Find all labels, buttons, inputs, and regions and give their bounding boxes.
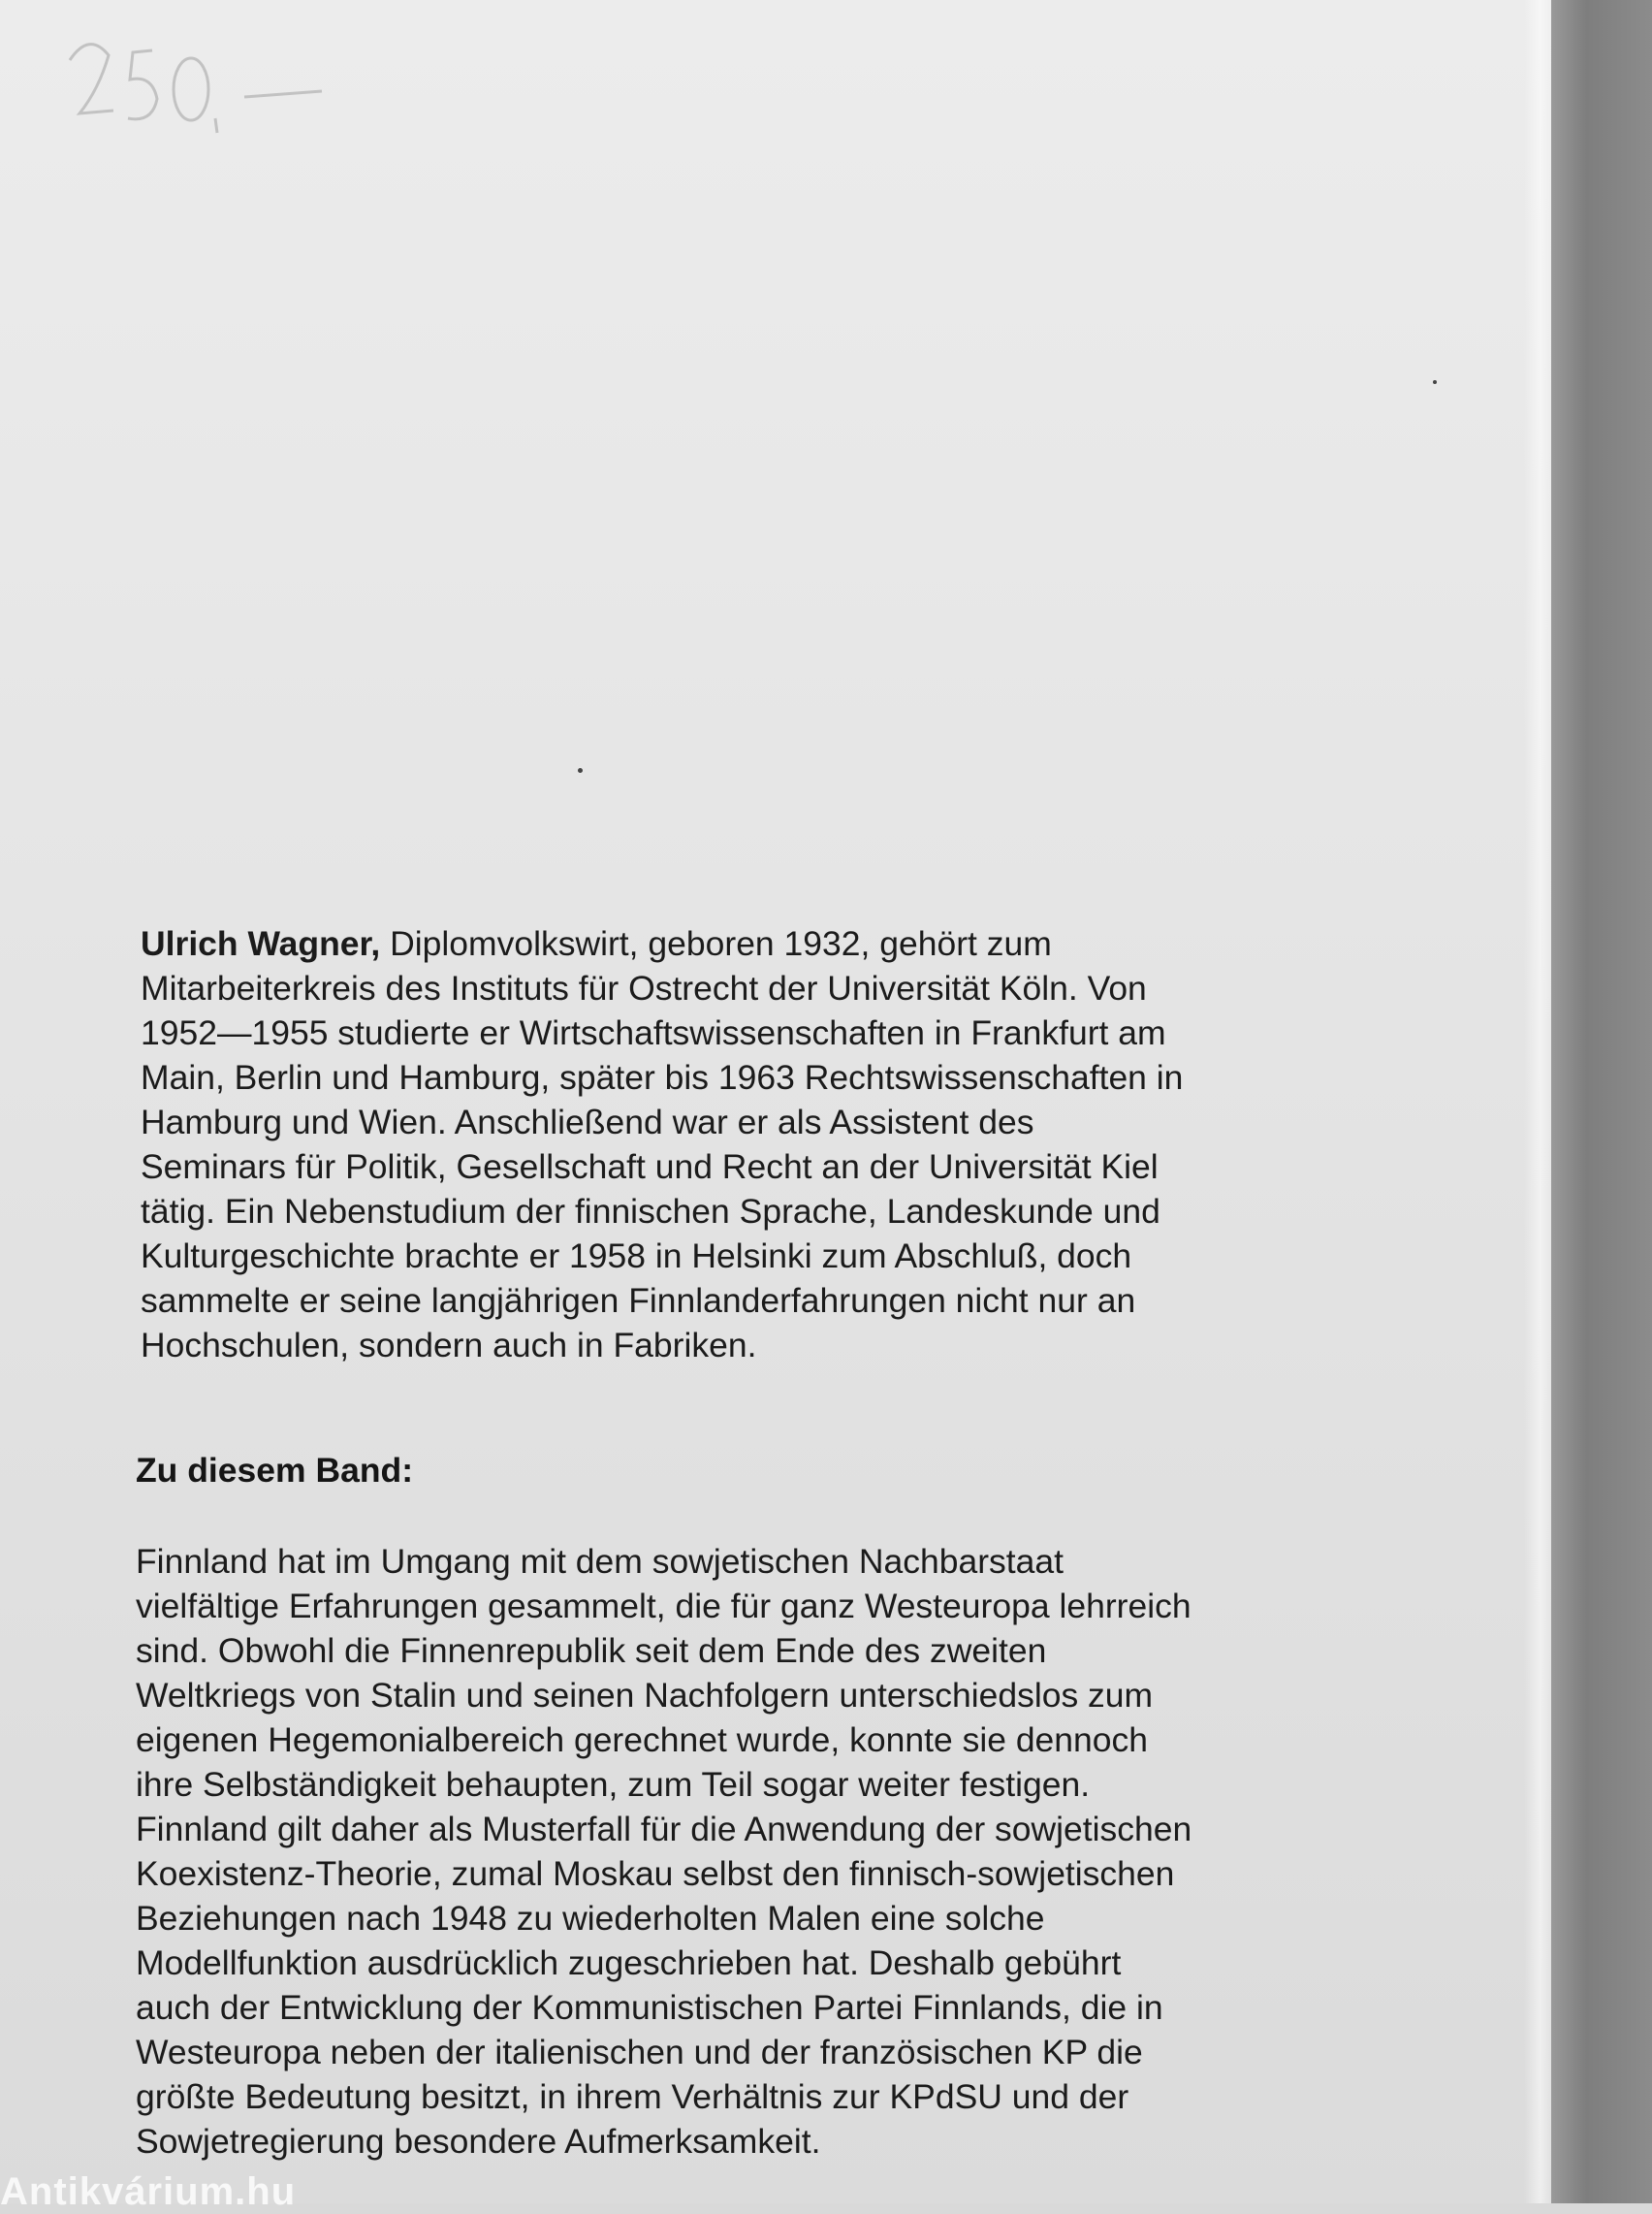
watermark: Antikvárium.hu [0, 2170, 297, 2213]
author-bio-line: Main, Berlin und Hamburg, später bis 1963 Rechtswissenschaften in [141, 1058, 1184, 1097]
glossy-edge-highlight [1524, 0, 1551, 2203]
book-edge [1551, 0, 1652, 2203]
speck [578, 768, 583, 773]
author-bio-line: Hochschulen, sondern auch in Fabriken. [141, 1326, 757, 1364]
band-description-line: Weltkriegs von Stalin und seinen Nachfolgern unterschiedslos zum [136, 1676, 1154, 1715]
author-bio [141, 921, 1391, 1367]
author-bio-line: tätig. Ein Nebenstudium der finnischen Sprache, Landeskunde und [141, 1192, 1160, 1231]
band-description [136, 1539, 1386, 2164]
band-description-line: Modellfunktion ausdrücklich zugeschrieben hat. Deshalb gebührt [136, 1943, 1122, 1982]
band-description-line: sind. Obwohl die Finnenrepublik seit dem Ende des zweiten [136, 1631, 1047, 1670]
band-description-line: Finnland hat im Umgang mit dem sowjetischen Nachbarstaat [136, 1542, 1064, 1581]
band-description-line: Beziehungen nach 1948 zu wiederholten Malen eine solche [136, 1899, 1045, 1938]
author-bio-line: Hamburg und Wien. Anschließend war er als Assistent des [141, 1103, 1034, 1141]
band-description-line: auch der Entwicklung der Kommunistischen Partei Finnlands, die in [136, 1988, 1163, 2027]
author-bio-line: Kulturgeschichte brachte er 1958 in Helsinki zum Abschluß, doch [141, 1236, 1132, 1275]
band-description-line: ihre Selbständigkeit behaupten, zum Teil sogar weiter festigen. [136, 1765, 1091, 1804]
speck [1433, 380, 1437, 384]
band-description-line: Finnland gilt daher als Musterfall für die Anwendung der sowjetischen [136, 1810, 1192, 1848]
band-description-line: eigenen Hegemonialbereich gerechnet wurde, konnte sie dennoch [136, 1720, 1149, 1759]
author-bio-line: Seminars für Politik, Gesellschaft und Recht an der Universität Kiel [141, 1147, 1159, 1186]
section-heading: Zu diesem Band: [136, 1451, 414, 1490]
author-bio-line: Mitarbeiterkreis des Instituts für Ostrecht der Universität Köln. Von [141, 969, 1147, 1008]
band-description-line: vielfältige Erfahrungen gesammelt, die für ganz Westeuropa lehrreich [136, 1587, 1191, 1625]
author-bio-line: sammelte er seine langjährigen Finnlanderfahrungen nicht nur an [141, 1281, 1136, 1320]
pencil-price-note [60, 21, 332, 157]
author-bio-line: 1952—1955 studierte er Wirtschaftswissenschaften in Frankfurt am [141, 1013, 1166, 1052]
band-description-line: Westeuropa neben der italienischen und der französischen KP die [136, 2033, 1143, 2071]
band-description-line: Sowjetregierung besondere Aufmerksamkeit. [136, 2122, 821, 2161]
band-description-line: Koexistenz-Theorie, zumal Moskau selbst den finnisch-sowjetischen [136, 1854, 1175, 1893]
author-name: Ulrich Wagner, [141, 924, 381, 963]
band-description-line: größte Bedeutung besitzt, in ihrem Verhältnis zur KPdSU und der [136, 2077, 1129, 2116]
author-bio-line: Ulrich Wagner, Diplomvolkswirt, geboren 1932, gehört zum [141, 924, 1052, 963]
